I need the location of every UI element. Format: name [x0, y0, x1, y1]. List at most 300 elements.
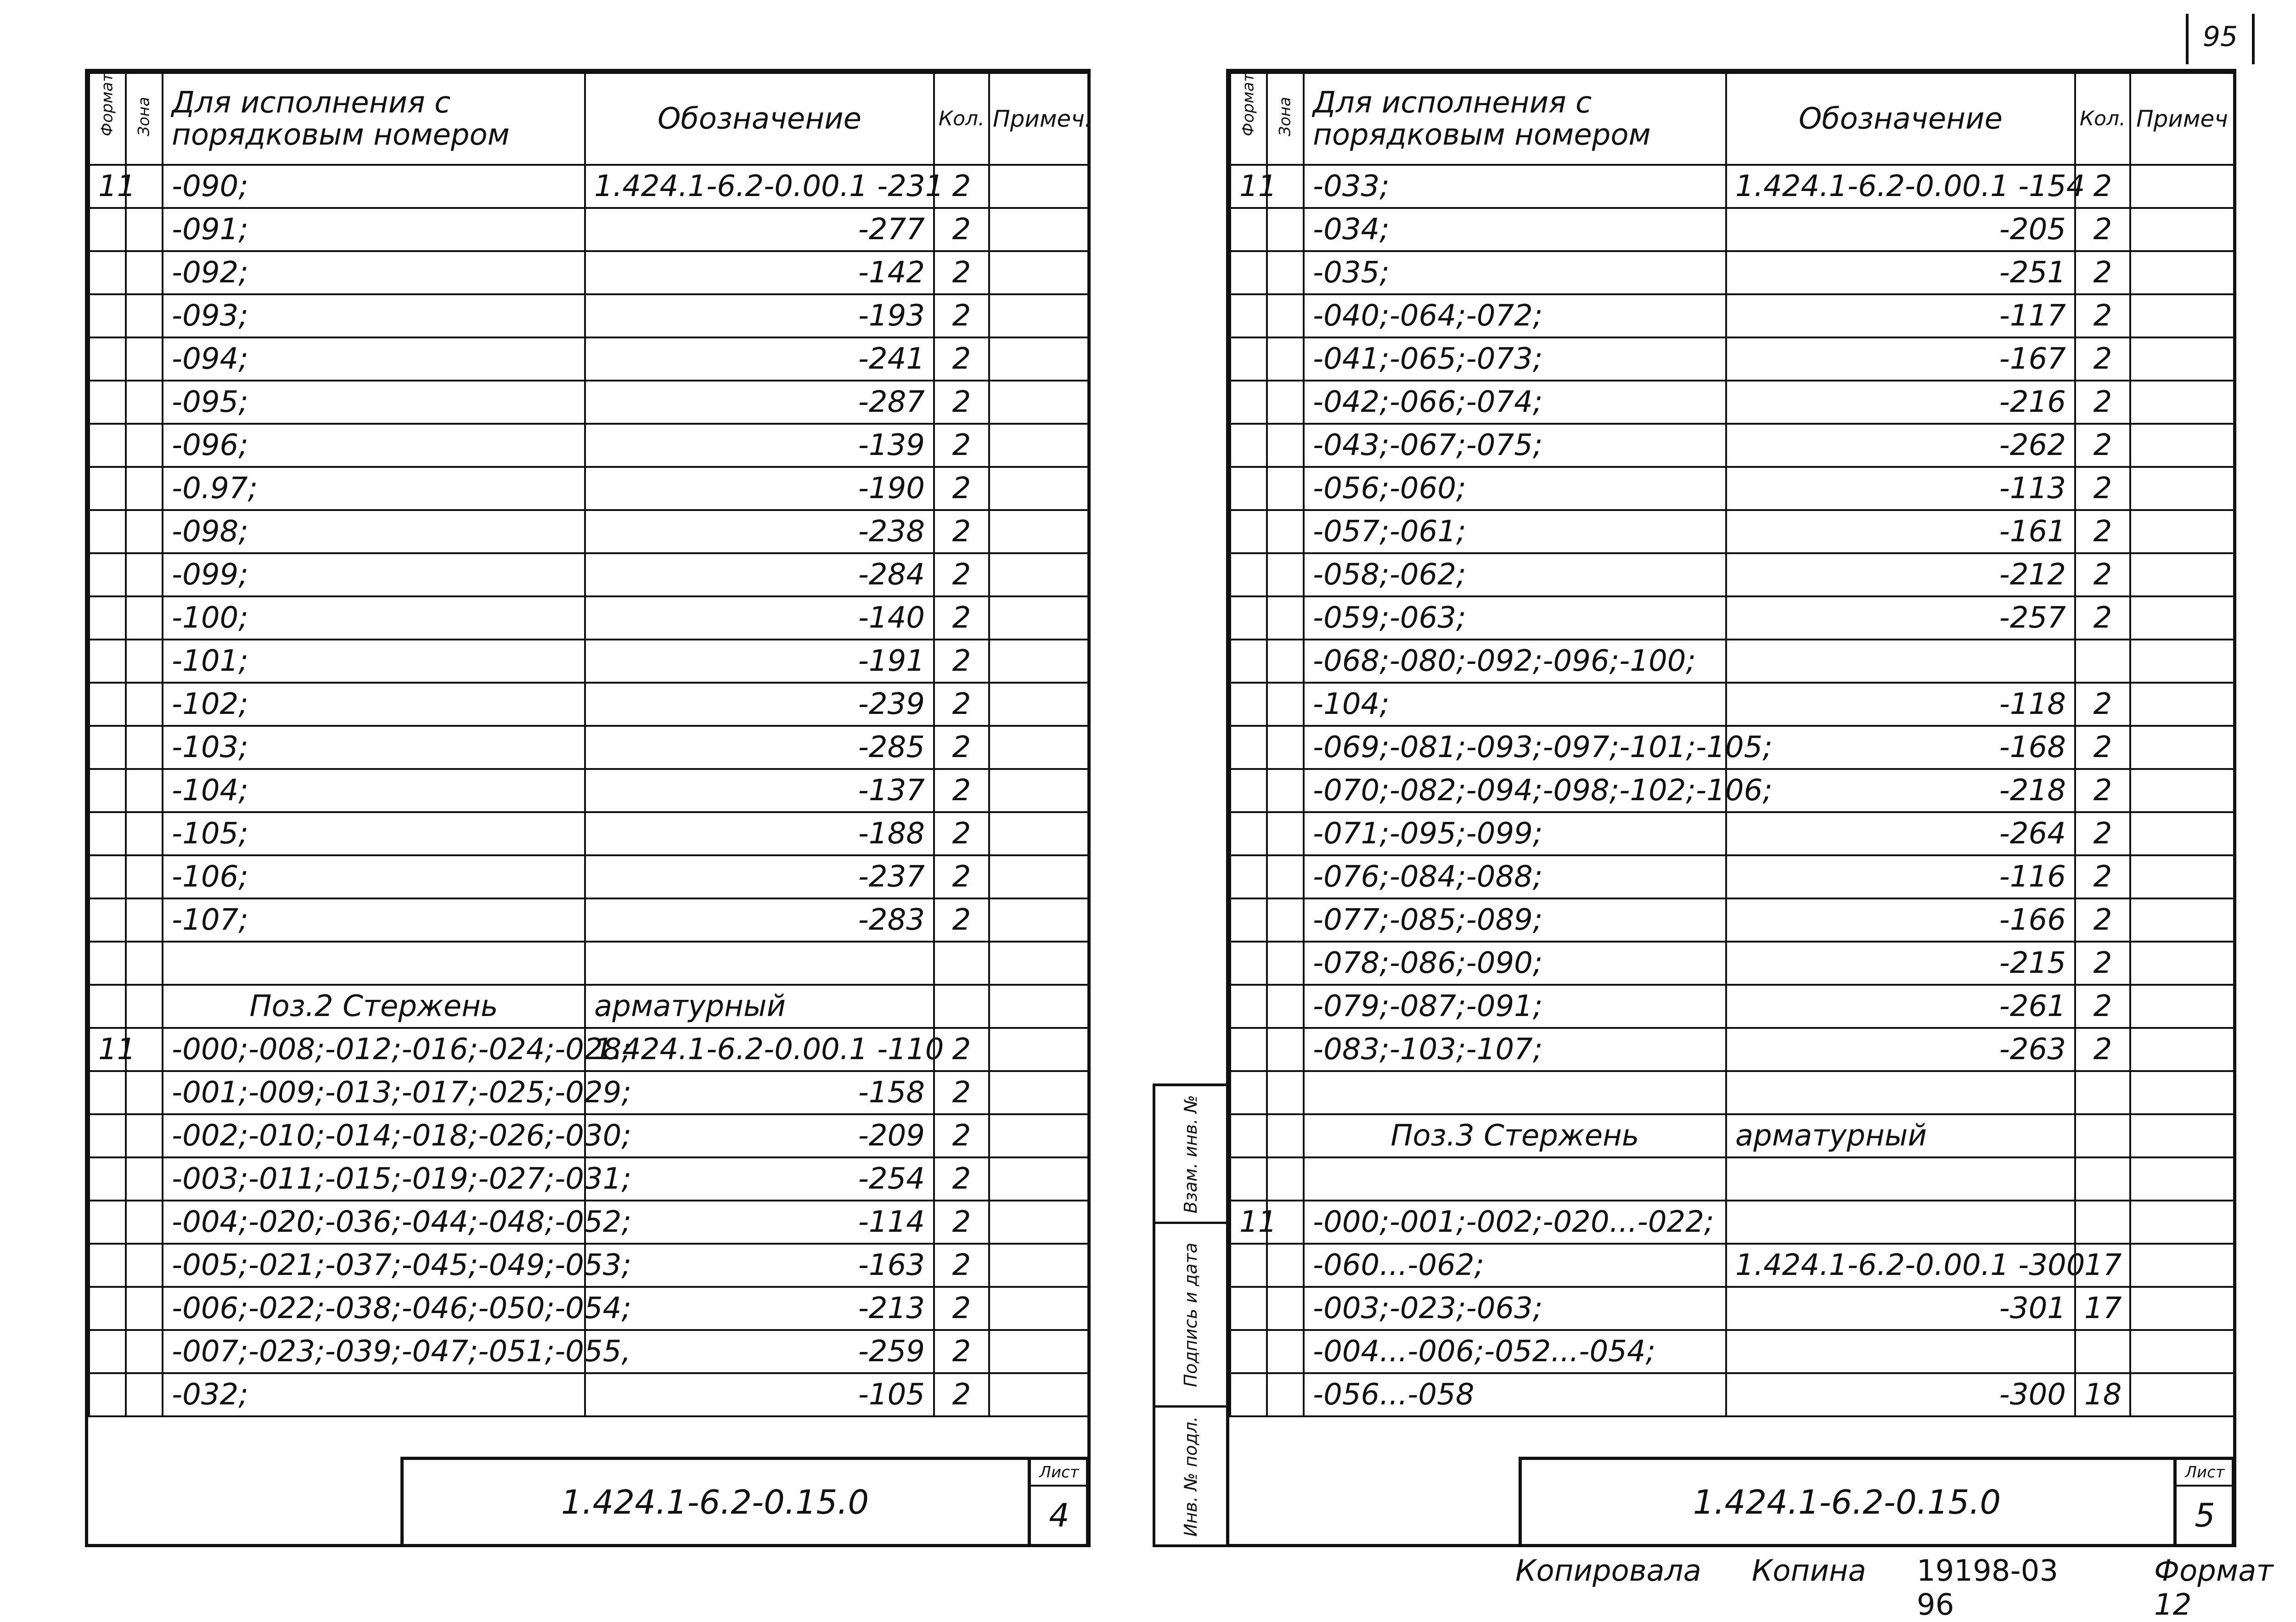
version-cell: -056...-058	[1304, 1373, 1726, 1416]
note-cell	[2130, 1330, 2234, 1373]
version-cell: -078;-086;-090;	[1304, 942, 1726, 985]
footer-order: 19198-03 96	[1916, 1554, 2059, 1622]
designation-header: Обозначение	[585, 73, 934, 165]
version-cell: -071;-095;-099;	[1304, 812, 1726, 855]
note-cell	[989, 467, 1088, 510]
version-cell: -100;	[163, 596, 585, 640]
format-cell	[1230, 510, 1267, 553]
right-sheet-label: Лист	[2177, 1460, 2233, 1487]
right-stamp-code: 1.424.1-6.2-0.15.0	[1693, 1482, 2001, 1521]
note-cell	[2130, 683, 2234, 726]
qty-cell: 18	[2075, 1373, 2130, 1416]
zone-cell	[126, 726, 163, 769]
table-row	[89, 1201, 1088, 1244]
note-cell	[2130, 898, 2234, 942]
designation-cell: -215	[1726, 942, 2075, 985]
qty-header: Кол.	[2075, 73, 2130, 165]
table-row	[89, 337, 1088, 381]
designation-cell: -191	[585, 640, 934, 683]
version-cell: -091;	[163, 208, 585, 251]
designation-cell: -167	[1726, 337, 2075, 381]
qty-cell: 2	[2075, 942, 2130, 985]
format-cell	[89, 381, 126, 424]
version-cell: -079;-087;-091;	[1304, 985, 1726, 1028]
designation-cell: -285	[585, 726, 934, 769]
zone-cell	[126, 640, 163, 683]
designation-header: Обозначение	[1726, 73, 2075, 165]
qty-cell: 2	[934, 1201, 989, 1244]
table-row	[1230, 726, 2234, 769]
designation-cell: -114	[585, 1201, 934, 1244]
zone-cell	[126, 337, 163, 381]
version-cell: -107;	[163, 898, 585, 942]
designation-cell	[1726, 1201, 2075, 1244]
designation-cell: 1.424.1-6.2-0.00.1 -110	[585, 1028, 934, 1071]
designation-cell: арматурный	[585, 985, 934, 1028]
format-cell	[89, 898, 126, 942]
version-cell: -006;-022;-038;-046;-050;-054;	[163, 1287, 585, 1330]
zone-cell	[126, 683, 163, 726]
table-row	[89, 553, 1088, 596]
table-row	[89, 640, 1088, 683]
designation-cell	[1726, 1071, 2075, 1114]
table-row	[1230, 596, 2234, 640]
designation-cell: -283	[585, 898, 934, 942]
format-cell	[89, 1201, 126, 1244]
qty-header: Кол.	[934, 73, 989, 165]
format-cell	[89, 640, 126, 683]
table-row	[1230, 1201, 2234, 1244]
designation-cell: -284	[585, 553, 934, 596]
version-cell: -105;	[163, 812, 585, 855]
zone-cell	[126, 898, 163, 942]
note-cell	[2130, 251, 2234, 294]
table-row	[89, 596, 1088, 640]
note-cell	[2130, 769, 2234, 812]
zone-cell	[126, 1114, 163, 1157]
table-row	[1230, 812, 2234, 855]
note-cell	[2130, 1244, 2234, 1287]
designation-cell: -139	[585, 424, 934, 467]
version-cell: -000;-001;-002;-020...-022;	[1304, 1201, 1726, 1244]
note-cell	[2130, 337, 2234, 381]
qty-cell: 2	[934, 726, 989, 769]
zone-cell	[1267, 1071, 1304, 1114]
table-row	[89, 381, 1088, 424]
format-cell	[1230, 596, 1267, 640]
left-stamp	[400, 1457, 1089, 1544]
corner-page-number: 95	[2186, 14, 2255, 64]
zone-cell	[126, 553, 163, 596]
note-cell	[989, 337, 1088, 381]
table-row	[1230, 1114, 2234, 1157]
zone-cell	[1267, 1114, 1304, 1157]
qty-cell: 2	[2075, 208, 2130, 251]
right-header-row	[1230, 73, 2234, 165]
version-cell	[1304, 1157, 1726, 1201]
qty-cell: 2	[2075, 553, 2130, 596]
qty-cell: 2	[934, 424, 989, 467]
format-cell	[89, 683, 126, 726]
table-row	[1230, 1373, 2234, 1416]
zone-cell	[126, 855, 163, 898]
qty-cell: 2	[934, 640, 989, 683]
designation-cell: 1.424.1-6.2-0.00.1 -300	[1726, 1244, 2075, 1287]
qty-cell: 2	[934, 208, 989, 251]
table-row	[89, 467, 1088, 510]
designation-cell: -259	[585, 1330, 934, 1373]
version-cell: -005;-021;-037;-045;-049;-053;	[163, 1244, 585, 1287]
version-cell: -034;	[1304, 208, 1726, 251]
right-sheet	[1226, 69, 2236, 1547]
note-cell	[2130, 1114, 2234, 1157]
qty-cell	[2075, 1157, 2130, 1201]
designation-cell: -237	[585, 855, 934, 898]
footer	[1515, 1554, 2296, 1622]
qty-cell: 17	[2075, 1244, 2130, 1287]
note-cell	[989, 1114, 1088, 1157]
note-cell	[989, 985, 1088, 1028]
version-cell: -042;-066;-074;	[1304, 381, 1726, 424]
note-cell	[989, 165, 1088, 208]
table-row	[89, 1244, 1088, 1287]
version-cell: -058;-062;	[1304, 553, 1726, 596]
version-cell: -003;-023;-063;	[1304, 1287, 1726, 1330]
version-header: Для исполнения с порядковым номером	[163, 73, 585, 165]
table-row	[1230, 1244, 2234, 1287]
table-row	[89, 1287, 1088, 1330]
note-cell	[989, 596, 1088, 640]
note-cell	[2130, 726, 2234, 769]
format-cell: 11	[89, 1028, 126, 1071]
zone-cell	[126, 467, 163, 510]
format-header: Формат	[89, 73, 126, 165]
table-row	[1230, 553, 2234, 596]
designation-cell: 1.424.1-6.2-0.00.1 -154	[1726, 165, 2075, 208]
zone-cell	[1267, 683, 1304, 726]
qty-cell: 2	[2075, 251, 2130, 294]
zone-cell	[1267, 640, 1304, 683]
zone-cell	[126, 510, 163, 553]
version-cell: -093;	[163, 294, 585, 337]
note-cell	[2130, 812, 2234, 855]
designation-cell: -188	[585, 812, 934, 855]
version-cell: -077;-085;-089;	[1304, 898, 1726, 942]
version-cell: -103;	[163, 726, 585, 769]
designation-cell: -142	[585, 251, 934, 294]
strip-signature-date: Подпись и дата	[1155, 1224, 1226, 1408]
left-header-row	[89, 73, 1088, 165]
version-cell: -007;-023;-039;-047;-051;-055,	[163, 1330, 585, 1373]
designation-cell: -113	[1726, 467, 2075, 510]
qty-cell: 2	[2075, 381, 2130, 424]
note-cell	[989, 294, 1088, 337]
qty-cell: 2	[934, 855, 989, 898]
note-cell	[2130, 381, 2234, 424]
version-cell: -035;	[1304, 251, 1726, 294]
format-cell	[1230, 337, 1267, 381]
version-cell: -095;	[163, 381, 585, 424]
designation-cell: -205	[1726, 208, 2075, 251]
qty-cell: 2	[934, 1071, 989, 1114]
designation-cell: арматурный	[1726, 1114, 2075, 1157]
zone-cell	[126, 1244, 163, 1287]
zone-cell	[1267, 898, 1304, 942]
zone-cell	[1267, 251, 1304, 294]
designation-cell: -212	[1726, 553, 2075, 596]
note-cell	[989, 1071, 1088, 1114]
note-header: Примеч.	[989, 73, 1088, 165]
qty-cell	[2075, 1071, 2130, 1114]
table-row	[1230, 381, 2234, 424]
designation-cell: -118	[1726, 683, 2075, 726]
designation-cell: -263	[1726, 1028, 2075, 1071]
zone-cell	[1267, 294, 1304, 337]
format-cell	[1230, 1071, 1267, 1114]
designation-cell: -117	[1726, 294, 2075, 337]
table-row	[1230, 1028, 2234, 1071]
table-row	[1230, 510, 2234, 553]
note-cell	[2130, 510, 2234, 553]
zone-cell	[126, 1157, 163, 1201]
note-cell	[989, 1028, 1088, 1071]
format-cell	[1230, 726, 1267, 769]
version-cell: -076;-084;-088;	[1304, 855, 1726, 898]
table-row	[1230, 942, 2234, 985]
format-cell	[89, 553, 126, 596]
designation-cell: -116	[1726, 855, 2075, 898]
format-cell	[1230, 855, 1267, 898]
note-cell	[989, 424, 1088, 467]
qty-cell: 2	[934, 553, 989, 596]
version-cell: -003;-011;-015;-019;-027;-031;	[163, 1157, 585, 1201]
zone-cell	[1267, 1373, 1304, 1416]
qty-cell: 2	[934, 769, 989, 812]
note-cell	[989, 208, 1088, 251]
designation-cell: -193	[585, 294, 934, 337]
table-row	[89, 208, 1088, 251]
zone-cell	[126, 769, 163, 812]
table-row	[1230, 898, 2234, 942]
zone-cell	[126, 596, 163, 640]
designation-cell: -158	[585, 1071, 934, 1114]
table-row	[89, 726, 1088, 769]
format-cell: 11	[1230, 1201, 1267, 1244]
designation-cell	[1726, 1330, 2075, 1373]
format-cell	[89, 424, 126, 467]
qty-cell: 2	[934, 467, 989, 510]
qty-cell	[2075, 640, 2130, 683]
version-cell: -083;-103;-107;	[1304, 1028, 1726, 1071]
table-row	[89, 1028, 1088, 1071]
zone-cell	[1267, 1157, 1304, 1201]
table-row	[89, 1114, 1088, 1157]
qty-cell: 2	[934, 337, 989, 381]
zone-cell	[126, 294, 163, 337]
format-cell	[1230, 424, 1267, 467]
designation-cell: -105	[585, 1373, 934, 1416]
note-cell	[989, 683, 1088, 726]
note-cell	[989, 381, 1088, 424]
format-cell	[89, 596, 126, 640]
zone-cell	[1267, 1244, 1304, 1287]
format-cell	[89, 855, 126, 898]
zone-cell	[126, 812, 163, 855]
version-cell: -060...-062;	[1304, 1244, 1726, 1287]
format-cell	[89, 1330, 126, 1373]
format-cell	[1230, 553, 1267, 596]
table-row	[89, 855, 1088, 898]
designation-cell: -163	[585, 1244, 934, 1287]
note-cell	[2130, 1373, 2234, 1416]
qty-cell: 2	[934, 596, 989, 640]
zone-cell	[126, 1071, 163, 1114]
format-cell	[1230, 1330, 1267, 1373]
qty-cell: 2	[2075, 812, 2130, 855]
zone-cell	[126, 942, 163, 985]
note-cell	[2130, 1028, 2234, 1071]
format-cell	[89, 251, 126, 294]
zone-cell	[1267, 596, 1304, 640]
zone-cell	[1267, 985, 1304, 1028]
table-row	[1230, 294, 2234, 337]
format-cell	[89, 337, 126, 381]
note-cell	[989, 510, 1088, 553]
version-cell: -056;-060;	[1304, 467, 1726, 510]
format-cell	[89, 769, 126, 812]
table-row	[1230, 251, 2234, 294]
designation-cell: -254	[585, 1157, 934, 1201]
zone-cell	[1267, 942, 1304, 985]
format-cell: 11	[1230, 165, 1267, 208]
qty-cell	[2075, 1201, 2130, 1244]
designation-cell: -301	[1726, 1287, 2075, 1330]
note-cell	[2130, 1157, 2234, 1201]
designation-cell	[585, 942, 934, 985]
format-cell	[89, 1244, 126, 1287]
designation-cell: -287	[585, 381, 934, 424]
version-cell: Поз.3 Стержень	[1304, 1114, 1726, 1157]
qty-cell: 2	[934, 1028, 989, 1071]
designation-cell: -218	[1726, 769, 2075, 812]
zone-cell	[1267, 769, 1304, 812]
note-cell	[989, 855, 1088, 898]
left-sheet-box	[1028, 1457, 1087, 1544]
format-cell	[1230, 683, 1267, 726]
left-sheet	[85, 69, 1091, 1547]
note-cell	[989, 898, 1088, 942]
version-cell: -102;	[163, 683, 585, 726]
table-row	[89, 1071, 1088, 1114]
designation-cell: -213	[585, 1287, 934, 1330]
note-cell	[2130, 165, 2234, 208]
designation-cell: -262	[1726, 424, 2075, 467]
format-cell	[89, 294, 126, 337]
footer-format: Формат 12	[2154, 1554, 2273, 1622]
format-cell	[89, 1287, 126, 1330]
format-cell	[1230, 1114, 1267, 1157]
table-row	[89, 1330, 1088, 1373]
version-cell: -070;-082;-094;-098;-102;-106;	[1304, 769, 1726, 812]
note-cell	[2130, 467, 2234, 510]
designation-cell: -140	[585, 596, 934, 640]
version-cell: -104;	[163, 769, 585, 812]
note-cell	[989, 1287, 1088, 1330]
designation-cell: -137	[585, 769, 934, 812]
note-cell	[989, 553, 1088, 596]
format-cell	[89, 1071, 126, 1114]
format-cell	[1230, 1028, 1267, 1071]
format-cell	[1230, 942, 1267, 985]
table-row	[89, 942, 1088, 985]
qty-cell	[934, 985, 989, 1028]
strip-inv-original: Инв. № подл.	[1181, 1416, 1201, 1537]
format-cell	[1230, 251, 1267, 294]
zone-cell	[126, 985, 163, 1028]
zone-cell	[126, 1373, 163, 1416]
right-spec-table	[1229, 72, 2235, 1417]
version-cell: -090;	[163, 165, 585, 208]
note-cell	[989, 769, 1088, 812]
format-cell	[1230, 1373, 1267, 1416]
version-cell	[163, 942, 585, 985]
format-cell	[1230, 985, 1267, 1028]
version-cell: -001;-009;-013;-017;-025;-029;	[163, 1071, 585, 1114]
qty-cell: 2	[2075, 596, 2130, 640]
left-stamp-code: 1.424.1-6.2-0.15.0	[561, 1482, 869, 1521]
qty-cell: 2	[2075, 510, 2130, 553]
version-cell: -106;	[163, 855, 585, 898]
format-cell	[1230, 1287, 1267, 1330]
qty-cell: 2	[934, 812, 989, 855]
zone-cell	[1267, 510, 1304, 553]
qty-cell	[2075, 1330, 2130, 1373]
qty-cell: 2	[934, 251, 989, 294]
table-row	[1230, 855, 2234, 898]
table-row	[89, 898, 1088, 942]
version-cell	[1304, 1071, 1726, 1114]
table-row	[89, 1157, 1088, 1201]
qty-cell: 2	[934, 1287, 989, 1330]
qty-cell: 2	[2075, 1028, 2130, 1071]
format-cell	[89, 985, 126, 1028]
note-cell	[2130, 985, 2234, 1028]
version-cell: -098;	[163, 510, 585, 553]
table-row	[1230, 769, 2234, 812]
zone-cell	[126, 251, 163, 294]
version-cell: -032;	[163, 1373, 585, 1416]
zone-cell	[1267, 337, 1304, 381]
version-cell: -040;-064;-072;	[1304, 294, 1726, 337]
format-cell	[1230, 1157, 1267, 1201]
table-row	[1230, 683, 2234, 726]
qty-cell: 2	[2075, 726, 2130, 769]
zone-cell	[126, 208, 163, 251]
format-header: Формат	[1230, 73, 1267, 165]
note-cell	[989, 1330, 1088, 1373]
designation-cell: -277	[585, 208, 934, 251]
table-row	[89, 1373, 1088, 1416]
designation-cell: -238	[585, 510, 934, 553]
designation-cell: -257	[1726, 596, 2075, 640]
qty-cell: 2	[934, 165, 989, 208]
right-sheet-box	[2173, 1457, 2233, 1544]
qty-cell: 2	[2075, 985, 2130, 1028]
side-approval-strip	[1153, 1083, 1226, 1547]
version-cell: -096;	[163, 424, 585, 467]
designation-cell: -264	[1726, 812, 2075, 855]
version-cell: -068;-080;-092;-096;-100;	[1304, 640, 1726, 683]
